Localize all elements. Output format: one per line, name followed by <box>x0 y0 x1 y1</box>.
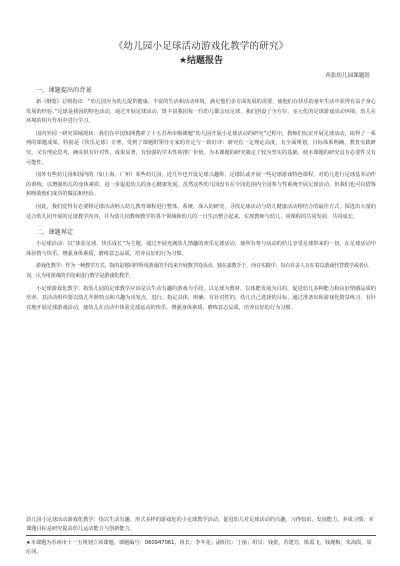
paragraph-3: 国外有些幼儿园和国内的（如上海、广州）某些幼儿园，近几年也开设足球兴趣班、足球队或开展一些足球游戏特色课程，对幼儿进行足球基本动作的训练，以增强幼儿的身体素质，进一步促进幼儿的身心健康发展。虽然这些幼儿园没有在全园范围内全园参与性系统开展足球活动，但我们也可以借鉴和吸收他们成功的做法和经验。 <box>26 172 376 198</box>
paragraph-4: 因此，我们觉得有必要将足球活动纳入幼儿教育课程进行整体、系统、深入的研究，寻找足球活动与幼儿健康活动相结合的最佳方式，探选出大量的适合幼儿园开展的足球教学内容，并为幼儿园教师教学的各个领域和幼儿的一日生活整合起来，实现教师与幼儿、同课程的共同发展、共同成长。 <box>26 203 376 220</box>
author-line: 西张幼儿园课题组 <box>325 73 370 79</box>
definition-paragraph: 游戏化教学：作为一种教学方式，指的是将同样所用游戏的手段来开展教学的活动。独在嘉教手于，而在实践中，每有许多人存在着以游戏代替教学或者认误，认为用游戏的手段来进行教学是游戏化教学。 <box>26 263 369 279</box>
footer <box>26 516 376 556</box>
document-title: 《幼儿园小足球活动游戏化教学的研究》 <box>113 41 289 52</box>
funding-note: ★本课题为苏州市十一五规划立项课题，课题编号：060947061，组长：李冬花；副组长：丁丽；组员：钱蕾，苏建芳，陈霞飞，钱瑾梅，朱海霞，周沁冈。 <box>26 540 372 555</box>
paragraph-2: 国内外同一研究领域现状：我们在中国知网搜索了十五苏州市级课题“幼儿园开展小足球活动的研究”过程中，教师们玩实开展足球活动，取得了一系列的课题成果，特别是《快乐足球》专著，受到了课题组领导专家的肯定与一致好评：研究有一定理论高度，有全面规划，目标体系明确，教育实践研究，又有理论思考，确实很有针对性，成果显著，有较强的学术性和推广价值。为本课题的研究奠定了较为坚实的基础，使本课题的研究具有必要性又有可能性。 <box>26 130 376 166</box>
paragraph-6: 小足球游戏化教学：指幼儿园的足球教学应该是以生动有趣的游戏为手段，以足球为教材，以体能发展为目的，促进幼儿多种能力和良好情感品质的培养。其活动组织要以幼儿年龄特点和兴趣为出发点，进行、指定具体、明确、有针对性的，幼儿自己选择的目标，通过准备出和游戏化情景练习，有针对地开展足球游戏活动，使幼儿在活动中体验足球运动的快乐，增强身体素质，磨练意志品质，培养良好的行为习惯。 <box>26 285 376 311</box>
keywords-line: 幼儿园小足球活动游戏化教学：指以生动有趣、形式多样的游戏化的小足球教学活动，促进幼儿对足球活动的兴趣，习得知识，发展能力，养成习惯；本课题目标是研究提高幼儿运动能力与创新能力。 <box>26 517 374 532</box>
paragraph-5: 小足球活动：以“体验足球，快乐成长”为主题，通过开展充满幼儿情趣的欢乐足球活动，使所有参与活动的幼儿享受足球带来的一切。在足球活动中体验情与快乐，增强身体素质，磨练意志品质，培养良好的行为习惯。 <box>26 241 376 257</box>
section-heading-definition: 二、课题界定 <box>36 229 74 237</box>
document-subtitle: ★结题报告 <box>178 56 224 66</box>
section-heading-background: 一、课题提出的背景 <box>36 87 92 94</box>
footnote-rule <box>26 535 376 536</box>
paragraph-1: 新《纲要》总则指出：“幼儿园应为幼儿提供健康、丰富的生活和活动环境，满足他们多方面发展的需要，使他们在快乐的童年生活中获得有益于身心发展的经验。”足球是我园的特色活动，通过开展足球活动，既丰富我园每一位幼儿都会玩足球，我们创设了全方位、多元化的足球游戏活动环境，幼儿在环境的相互作用中进行学习。 <box>26 99 376 125</box>
